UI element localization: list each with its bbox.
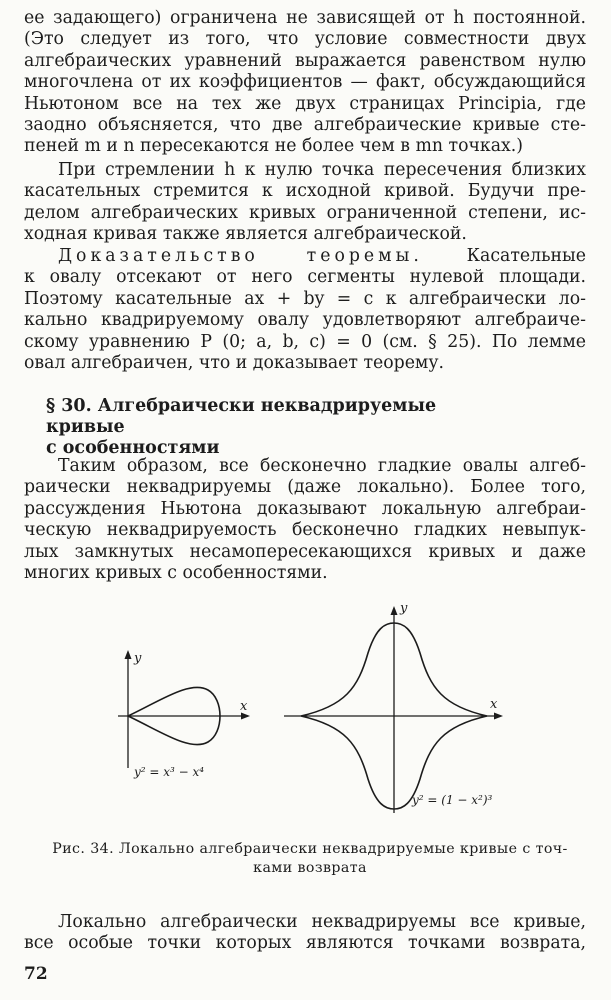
text-line: Локально алгебраически неквадрируемы все кривые, <box>58 912 586 932</box>
figure-caption <box>30 840 590 878</box>
text-line: многочлена от их коэффициентов — факт, обсуждающийся <box>24 72 586 93</box>
caption-line: ками возврата <box>253 860 367 876</box>
paragraph-section-intro <box>24 456 586 584</box>
text-line: лых замкнутых несамопересекающихся кривых и даже <box>24 541 586 562</box>
text-line: ее задающего) ограничена не зависящей от h постоянной. <box>24 8 586 28</box>
text-line: При стремлении h к нулю точка пересечения близких <box>58 160 586 180</box>
text-line: овал алгебраичен, что и доказывает теорему. <box>24 353 445 374</box>
heading-line: § 30. Алгебраически неквадрируемые кривые <box>46 396 437 437</box>
text-line: все особые точки которых являются точками возврата, <box>24 933 586 954</box>
heading-line: с особенностями <box>46 438 220 458</box>
text-line: (Это следует из того, что условие совместности двух <box>24 29 586 50</box>
x-arrow-right-icon <box>494 713 503 720</box>
text-line: Ньютоном все на тех же двух страницах Principia, где <box>24 93 586 114</box>
y-label-right: y <box>400 601 408 616</box>
figure-right-astroid <box>284 601 503 813</box>
y-arrow-right-icon <box>391 606 398 615</box>
text-line <box>24 246 586 267</box>
equation-right: y² = (1 − x²)³ <box>412 793 493 807</box>
text-line: кально квадрируемому овалу удовлетворяют алгебраиче- <box>24 310 586 331</box>
page-number: 72 <box>24 964 48 984</box>
paragraph-proof <box>24 246 586 374</box>
text-line: Поэтому касательные ax + by = c к алгебраически ло- <box>24 288 586 309</box>
y-label-left: y <box>134 651 142 666</box>
text-line: делом алгебраических кривых ограниченной степени, ис- <box>24 202 586 223</box>
paragraph-intro <box>24 8 586 158</box>
text-line: многих кривых с особенностями. <box>24 563 328 584</box>
figure-left-teardrop <box>118 650 250 779</box>
proof-label: Доказательство теоремы. <box>58 246 423 266</box>
proof-text-start: Касательные <box>466 246 586 266</box>
text-line: Таким образом, все бесконечно гладкие овалы алгеб- <box>58 456 586 476</box>
figure-34 <box>0 598 611 830</box>
text-line: ходная кривая также является алгебраической. <box>24 224 467 245</box>
text-line: алгебраических уравнений выражается равенством нулю <box>24 50 586 71</box>
text-line: пеней m и n пересекаются не более чем в mn точках.) <box>24 136 524 157</box>
equation-left: y² = x³ − x⁴ <box>134 765 205 779</box>
text-line: раически неквадрируемы (даже локально). Более того, <box>24 477 586 498</box>
text-line: скому уравнению P (0; a, b, c) = 0 (см. § 25). По лемме <box>24 331 586 352</box>
text-line: заодно объясняется, что две алгебраические кривые сте- <box>24 115 586 136</box>
section-heading <box>46 396 506 459</box>
text-line: к овалу отсекают от него сегменты нулевой площади. <box>24 267 586 288</box>
x-label-right: x <box>490 697 498 712</box>
y-arrow-left-icon <box>125 650 132 659</box>
text-line: касательных стремится к исходной кривой. Будучи пре- <box>24 181 586 202</box>
caption-line: Рис. 34. Локально алгебраически неквадрируемые кривые с точ- <box>52 841 568 857</box>
paragraph-tangents <box>24 160 586 246</box>
text-line: рассуждения Ньютона доказывают локальную алгебраи- <box>24 498 586 519</box>
text-line: ческую неквадрируемость бесконечно гладких невыпук- <box>24 520 586 541</box>
x-label-left: x <box>240 699 248 714</box>
paragraph-cusps <box>24 912 586 955</box>
